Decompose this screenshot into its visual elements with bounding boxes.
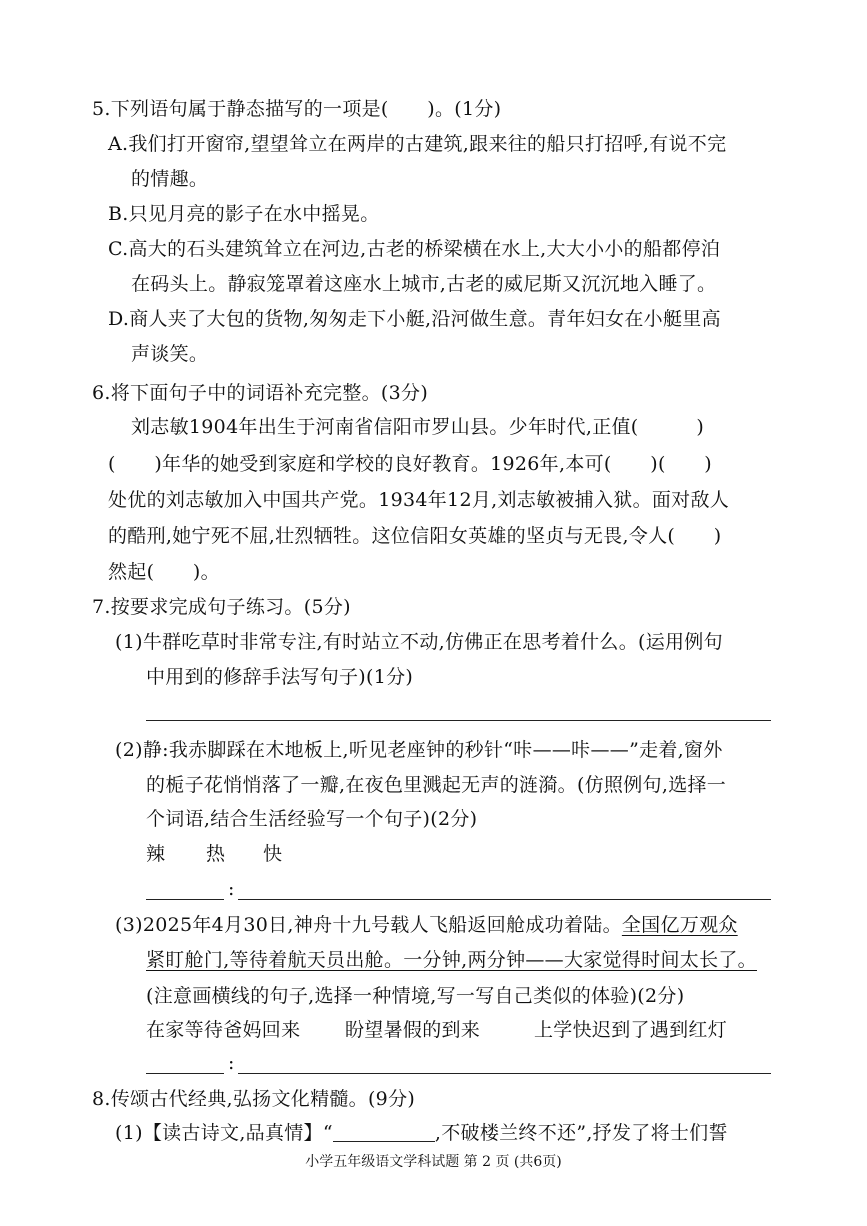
q7-part3-colon: : <box>228 1052 235 1074</box>
q6-stem: 6.将下面句子中的词语补充完整。(3分) <box>92 382 429 404</box>
q6-passage-line4: 的酷刑,她宁死不屈,壮烈牺牲。这位信阳女英雄的坚贞与无畏,令人( ) <box>108 525 722 547</box>
q7-part3-line3: (注意画横线的句子,选择一种情境,写一写自己类似的体验)(2分) <box>146 985 685 1007</box>
q6-passage-line5: 然起( )。 <box>108 561 220 583</box>
q7-part3-option-parents: 在家等待爸妈回来 <box>146 1019 301 1041</box>
q7-part2-option-spicy: 辣 <box>146 843 166 865</box>
q7-part3-underlined-start: 全国亿万观众 <box>621 914 738 936</box>
q6-passage-line1: 刘志敏1904年出生于河南省信阳市罗山县。少年时代,正值( ) <box>131 416 705 438</box>
q8-stem: 8.传颂古代经典,弘扬文化精髓。(9分) <box>92 1088 416 1110</box>
q7-stem: 7.按要求完成句子练习。(5分) <box>92 596 351 618</box>
q5-option-c-line2: 在码头上。静寂笼罩着这座水上城市,古老的威尼斯又沉沉地入睡了。 <box>131 273 717 295</box>
q5-option-d-line2: 声谈笑。 <box>131 343 209 365</box>
q7-part3-underlined-line2: 紧盯舱门,等待着航天员出舱。一分钟,两分钟——大家觉得时间太长了。 <box>146 949 757 971</box>
q7-part2-colon: : <box>228 878 235 900</box>
q8-part1-poem-blank[interactable] <box>333 1123 435 1142</box>
q7-part2-line2: 的栀子花悄悄落了一瓣,在夜色里溅起无声的涟漪。(仿照例句,选择一 <box>146 774 727 796</box>
q6-passage-line3: 处优的刘志敏加入中国共产党。1934年12月,刘志敏被捕入狱。面对敌人 <box>108 489 730 511</box>
q8-part1-line1 <box>115 1120 728 1146</box>
q7-part1-line2: 中用到的修辞手法写句子)(1分) <box>146 666 414 688</box>
q7-part3-option-redlight: 上学快迟到了遇到红灯 <box>534 1019 728 1041</box>
page-footer: 小学五年级语文学科试题 第 2 页 (共6页) <box>305 1154 562 1170</box>
q7-part2-option-fast: 快 <box>263 843 283 865</box>
q5-option-a-line2: 的情趣。 <box>131 168 209 190</box>
q5-option-b: B.只见月亮的影子在水中摇晃。 <box>108 203 380 225</box>
q7-part3-sentence-blank[interactable] <box>238 1073 771 1074</box>
q7-part3-line1-plain: (3)2025年4月30日,神舟十九号载人飞船返回舱成功着陆。 <box>115 914 622 936</box>
q7-part3-option-summer: 盼望暑假的到来 <box>345 1019 481 1041</box>
q5-option-a-line1: A.我们打开窗帘,望望耸立在两岸的古建筑,跟来往的船只打招呼,有说不完 <box>108 133 727 155</box>
q7-part2-option-hot: 热 <box>206 843 226 865</box>
q7-part2-line1: (2)静:我赤脚踩在木地板上,听见老座钟的秒针“咔——咔——”走着,窗外 <box>115 739 723 761</box>
q7-part3-situation-blank[interactable] <box>146 1073 224 1074</box>
q5-option-c-line1: C.高大的石头建筑耸立在河边,古老的桥梁横在水上,大大小小的船都停泊 <box>108 238 721 260</box>
q7-part2-line3: 个词语,结合生活经验写一个句子)(2分) <box>146 808 478 830</box>
q5-option-d-line1: D.商人夹了大包的货物,匆匆走下小艇,沿河做生意。青年妇女在小艇里高 <box>108 308 721 330</box>
q8-part1-prefix: (1)【读古诗文,品真情】“ <box>115 1122 333 1144</box>
q8-part1-suffix: ,不破楼兰终不还”,抒发了将士们誓 <box>434 1122 728 1144</box>
q7-part3-line1 <box>115 912 738 938</box>
q7-part2-word-blank[interactable] <box>146 899 224 900</box>
q7-part1-answer-line[interactable] <box>146 720 771 721</box>
q5-stem: 5.下列语句属于静态描写的一项是( )。(1分) <box>92 98 502 120</box>
q7-part2-sentence-blank[interactable] <box>238 899 771 900</box>
q6-passage-line2: ( )年华的她受到家庭和学校的良好教育。1926年,本可( )( ) <box>108 453 712 475</box>
q7-part1-line1: (1)牛群吃草时非常专注,有时站立不动,仿佛正在思考着什么。(运用例句 <box>115 631 723 653</box>
